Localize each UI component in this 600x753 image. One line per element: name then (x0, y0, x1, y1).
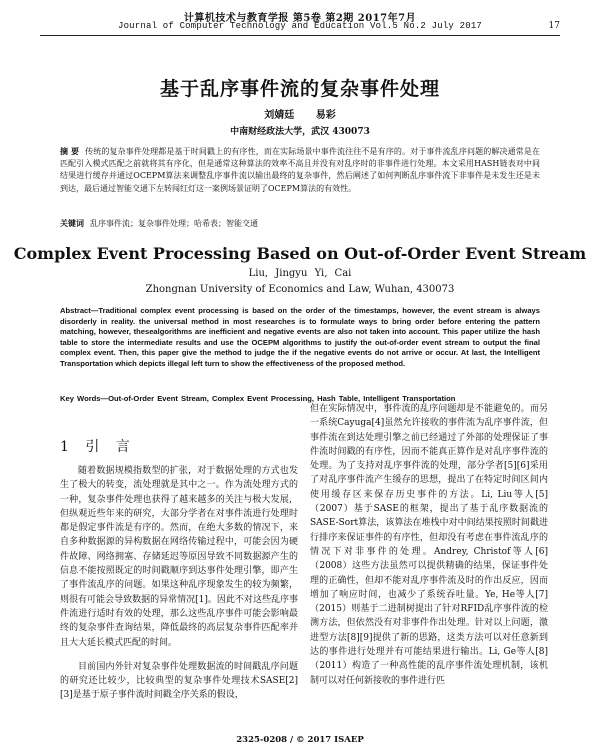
authors-cn: 刘婧廷 易彩 (264, 110, 336, 121)
journal-header-cn: 计算机技术与教育学报 第5卷 第2期 2017年7月 (183, 13, 417, 24)
body-column-left (60, 442, 298, 703)
body-paragraph: 随着数据规模指数型的扩张，对于数据处理的方式也发生了极大的转变，流处理就是其中之一。作为流处理方式的一种，复杂事件处理也获得了越来越多的关注与极大发展，但纵观近些年来的研究，大部分学者在对事件流进行处理时都是假定事件流是有序的。然而，在绝大多数的情况下，来自多种数据源的异构数据在网络传输过程中，可能会因为硬件故障、网络拥塞、存储延迟等原因导致不同数据源产生的信息不能按照既定的时间戳顺序到达事件处理引擎，即产生了事件流乱序的问题。如果这种乱序现象发生的较为频繁，则很有可能会导致数据的异常情况[1]。因此不对这些乱序事件流进行适时有效的处理，那么这些乱序事件可能会影响最终的复杂事件查询结果，降低最终的高层复杂事件匹配率并且大大延长模式匹配的时间。 (60, 466, 298, 648)
paper-title-en: Complex Event Processing Based on Out-of-Order Event Stream (13, 244, 587, 263)
abstract-label-en: Abstract— (60, 306, 99, 315)
page-number: 17 (548, 21, 560, 31)
abstract-cn (60, 145, 540, 195)
keywords-text-cn: 乱序事件流；复杂事件处理；哈希表；智能交通 (90, 219, 258, 228)
affiliation-cn: 中南财经政法大学，武汉 430073 (230, 127, 370, 137)
body-paragraph: 但在实际情况中，事件流的乱序问题却是不能避免的。而另一系统Cayuga[4]虽然允许接收的事件流为乱序事件流，但事件流在到达处理引擎之前已经通过了外部的处理保证了事件流时间戳的有序性，因而不能真正算作是对乱序事件流的处理。为了支持对乱序事件流的处理，部分学者[5][6]采用了对乱序事件流产生缓存的思想，提出了在特定时间区间内使用缓存区来保存历史事件的方法。Li, Liu等人[5]（2007）基于SASE的框架，提出了基于乱序数据流的SASE-Sort算法，该算法在堆栈中对中间结果按照时间戳进行排序来保证事件的有序性，但却没有考虑在事件流乱序的情况下对非事件的处理。Andrey, Christof等人[6]（2008）这些方法虽然可以提供精确的结果，保证事件处理的正确性，但却不能对乱序事件流及时的作出反应，因而增加了响应时间，也减少了系统吞吐量。Ye, He等人[7]（2015）则基于二进制树提出了针对RFID乱序事件流的检测方法，但依然没有对非事件作出处理。针对以上问题，激进型方法[8][9]提供了新的思路，这类方法可以对任意新到达的事件进行处理并有可能结果进行输出。Li, Ge等人[8]（2011）构造了一种高性能的乱序事件流处理机制，该机制可以对任何新接收的事件进行匹 (310, 404, 548, 686)
abstract-label-cn: 摘 要 (60, 146, 80, 156)
keywords-label-en: Key Words— (60, 394, 109, 403)
header-rule (40, 35, 560, 36)
keywords-text-en: Out-of-Order Event Stream, Complex Event Processing, Hash Table, Intelligent Transportation (108, 394, 456, 403)
footer-copyright: 2325-0208 / © 2017 ISAEP (236, 735, 364, 745)
section-heading-introduction: 1 引 言 (60, 439, 136, 455)
body-column-right (310, 402, 548, 688)
authors-en: Liu, Jingyu Yi, Cai (248, 268, 352, 279)
abstract-text-en: Traditional complex event processing is based on the order of the timestamps, however, the event stream is always disorderly in reality. the universal method in most researches is to formulate ways to bring order before entering the pattern matching, however, thesealgorithms are inefficient and negative events are also not taken into account. This paper utilize the hash table to store the intermediate results and use the OCEPM algorithms to justify the out-of-order event stream to output the final complex event. Then, this paper give the method to judge the if the negative events do not arrive or occur. At last, the Intelligent Transportation which depicts illegal left turn to show the effectiveness of the proposed method. (60, 306, 540, 368)
keywords-label-cn: 关键词 (60, 218, 84, 228)
abstract-en (60, 306, 540, 370)
abstract-text-cn: 传统的复杂事件处理都是基于时间戳上的有序性，而在实际场景中事件流往往不是有序的。对于事件流乱序问题的解决通常是在匹配引入模式匹配之前就将其有序化，但是通常这种算法的效率不高且并没有对乱序时的非事件进行处理。本文采用HASH链表对中间结果进行缓存并通过OCEPM算法来调整乱序事件流以输出最终的复杂事件，然后阐述了如何判断乱序事件流下非事件是未发生还是未到达，最后通过智能交通下左转闯红灯这一案例场景证明了OCEPM算法的有效性。 (60, 147, 540, 193)
keywords-cn (60, 218, 540, 229)
journal-header-en: Journal of Computer Technology and Education Vol.5 No.2 July 2017 (117, 21, 483, 31)
paper-title-cn: 基于乱序事件流的复杂事件处理 (159, 78, 440, 100)
affiliation-en: Zhongnan University of Economics and Law, Wuhan, 430073 (145, 284, 455, 295)
body-paragraph: 目前国内外针对复杂事件处理数据流的时间戳乱序问题的研究还比较少，比较典型的复杂事件处理技术SASE[2][3]是基于原子事件流时间戳全序关系的假设， (60, 661, 298, 701)
